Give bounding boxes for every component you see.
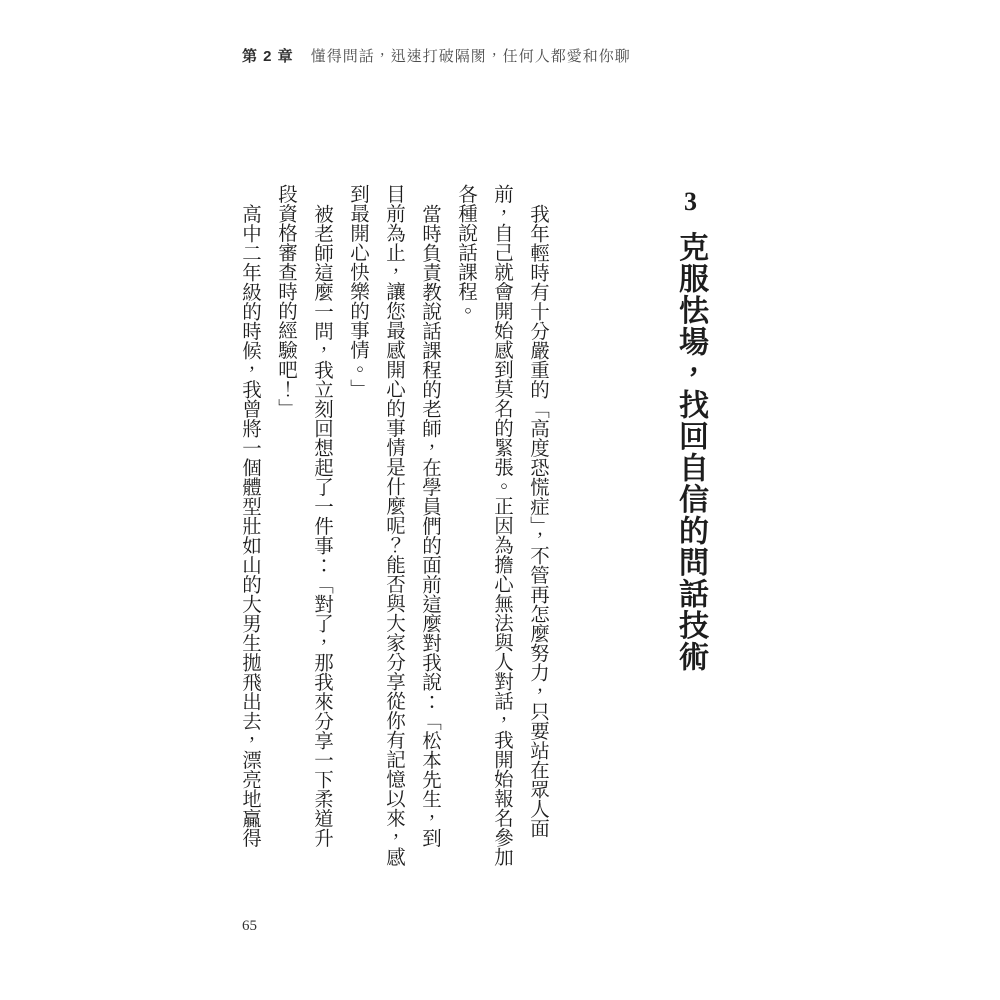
running-header bbox=[242, 47, 631, 67]
text-column: 我年輕時有十分嚴重的「高度恐慌症」，不管再怎麼努力，只要站在眾人面 bbox=[527, 203, 548, 838]
body-text bbox=[231, 184, 555, 876]
chapter-label: 第 2 章 bbox=[242, 48, 294, 65]
section-title bbox=[672, 187, 708, 707]
text-column: 前，自己就會開始感到莫名的緊張。正因為擔心無法與人對話，我開始報名參加 bbox=[491, 184, 512, 867]
text-column: 段資格審查時的經驗吧！」 bbox=[275, 184, 296, 418]
text-column: 當時負責教說話課程的老師，在學員們的面前這麼對我說：「松本先生，到 bbox=[419, 203, 440, 847]
chapter-title: 懂得問話，迅速打破隔閡，任何人都愛和你聊 bbox=[310, 48, 631, 65]
section-number: 3 bbox=[676, 187, 705, 218]
text-column: 高中二年級的時候，我曾將一個體型壯如山的大男生拋飛出去，漂亮地贏得 bbox=[239, 203, 260, 847]
text-column: 目前為止，讓您最感開心的事情是什麼呢？能否與大家分享從你有記憶以來，感 bbox=[383, 184, 404, 867]
page-number: 65 bbox=[242, 918, 257, 934]
text-column: 到最開心快樂的事情。」 bbox=[347, 184, 368, 399]
text-column: 被老師這麼一問，我立刻回想起了一件事：「對了，那我來分享一下柔道升 bbox=[311, 203, 332, 847]
section-title-text: 克服怯場，找回自信的問話技術 bbox=[674, 231, 707, 673]
text-column: 各種說話課程。 bbox=[455, 184, 476, 321]
